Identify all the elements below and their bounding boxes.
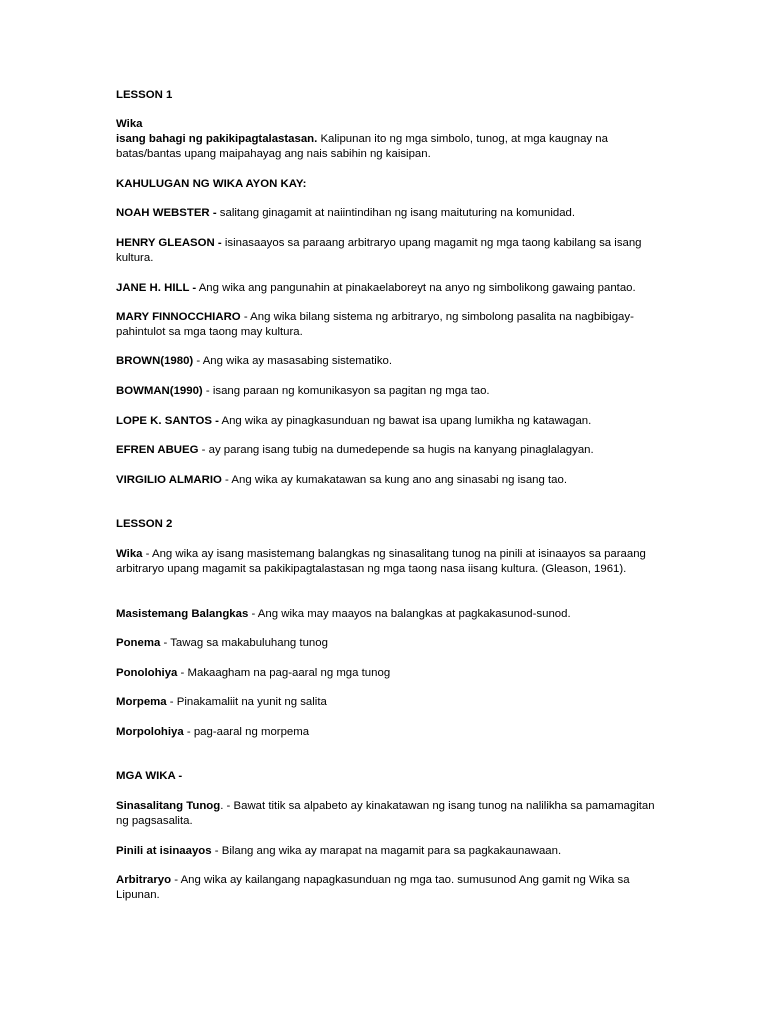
definition-author: NOAH WEBSTER -: [116, 207, 217, 219]
wika-definition-bold: isang bahagi ng pakikipagtalastasan.: [116, 133, 318, 145]
wika-title: Wika: [116, 118, 143, 130]
wika-definition-block: [116, 117, 656, 162]
term-item: [116, 607, 656, 622]
term-definition: - Makaagham na pag-aaral ng mga tunog: [177, 667, 391, 679]
lesson-1-heading-text: LESSON 1: [116, 89, 173, 101]
definition-text: - Ang wika ay masasabing sistematiko.: [193, 355, 393, 367]
definition-item: [116, 384, 656, 399]
wika-item-term: Sinasalitang Tunog: [116, 800, 221, 812]
definition-text: isinasaayos sa paraang arbitraryo upang magamit ng mga taong kabilang sa isang kultura.: [116, 237, 642, 264]
wika-item-text: - Ang wika ay kailangang napagkasunduan ng mga tao. sumusunod Ang gamit ng Wika sa Lipunan.: [116, 874, 630, 901]
definition-author: VIRGILIO ALMARIO: [116, 474, 222, 486]
definition-author: BROWN(1980): [116, 355, 194, 367]
term-definition: - Pinakamaliit na yunit ng salita: [166, 696, 327, 708]
lesson-2-heading-text: LESSON 2: [116, 518, 173, 530]
definition-author: LOPE K. SANTOS -: [116, 415, 219, 427]
term-item: [116, 547, 656, 577]
kahulugan-heading: [116, 177, 656, 192]
definition-text: Ang wika ang pangunahin at pinakaelaboreyt na anyo ng simbolikong gawaing pantao.: [196, 282, 636, 294]
wika-item: [116, 844, 656, 859]
definition-text: salitang ginagamit at naiintindihan ng isang maituturing na komunidad.: [216, 207, 576, 219]
wika-item-text: . - Bawat titik sa alpabeto ay kinakatawan ng isang tunog na nalilikha sa pamamagitan ng pagsasalita.: [116, 800, 655, 827]
definition-item: [116, 281, 656, 296]
kahulugan-heading-text: KAHULUGAN NG WIKA AYON KAY:: [116, 178, 307, 190]
definition-item: [116, 236, 656, 266]
term-name: Morpolohiya: [116, 726, 184, 738]
wika-item: [116, 799, 656, 829]
term-name: Ponema: [116, 637, 161, 649]
definition-author: EFREN ABUEG: [116, 444, 199, 456]
wika-item-text: - Bilang ang wika ay marapat na magamit para sa pagkakaunawaan.: [211, 845, 562, 857]
definition-author: HENRY GLEASON -: [116, 237, 222, 249]
wika-definition-text: Kalipunan ito ng mga simbolo, tunog, at mga kaugnay na batas/bantas upang maipahayag ang nais sabihin ng kaisipan.: [116, 133, 608, 160]
term-definition: - pag-aaral ng morpema: [183, 726, 310, 738]
term-name: Morpema: [116, 696, 167, 708]
definition-author: BOWMAN(1990): [116, 385, 203, 397]
term-definition: - Tawag sa makabuluhang tunog: [160, 637, 328, 649]
lesson-1-heading: [116, 88, 656, 103]
term-item: [116, 725, 656, 740]
lesson-2-heading: [116, 517, 656, 532]
term-definition: - Ang wika may maayos na balangkas at pagkakasunod-sunod.: [248, 608, 571, 620]
term-name: Ponolohiya: [116, 667, 178, 679]
definition-item: [116, 206, 656, 221]
term-definition: - Ang wika ay isang masistemang balangkas ng sinasalitang tunog na pinili at isinaayos sa paraang arbitraryo upang magamit sa pakikipagtalastasan ng mga taong nasa iisang kultura. (Gleason, 1961).: [116, 548, 646, 575]
term-item: [116, 695, 656, 710]
definition-text: - Ang wika bilang sistema ng arbitraryo, ng simbolong pasalita na nagbibigay-pahintulot sa mga taong may kultura.: [116, 311, 634, 338]
definition-item: [116, 354, 656, 369]
definition-item: [116, 443, 656, 458]
mga-wika-heading: [116, 769, 656, 784]
definition-item: [116, 414, 656, 429]
wika-item-term: Arbitraryo: [116, 874, 172, 886]
term-item: [116, 636, 656, 651]
term-name: Masistemang Balangkas: [116, 608, 249, 620]
term-name: Wika: [116, 548, 143, 560]
definition-text: Ang wika ay pinagkasunduan ng bawat isa upang lumikha ng katawagan.: [218, 415, 592, 427]
definition-item: [116, 310, 656, 340]
definition-text: - ay parang isang tubig na dumedepende sa hugis na kanyang pinaglalagyan.: [198, 444, 594, 456]
wika-item-term: Pinili at isinaayos: [116, 845, 212, 857]
definition-text: - isang paraan ng komunikasyon sa pagitan ng mga tao.: [202, 385, 490, 397]
definition-item: [116, 473, 656, 488]
definition-author: JANE H. HILL -: [116, 282, 197, 294]
definition-author: MARY FINNOCCHIARO: [116, 311, 241, 323]
definition-text: - Ang wika ay kumakatawan sa kung ano ang sinasabi ng isang tao.: [221, 474, 567, 486]
mga-wika-heading-text: MGA WIKA -: [116, 770, 183, 782]
term-item: [116, 666, 656, 681]
wika-item: [116, 873, 656, 903]
